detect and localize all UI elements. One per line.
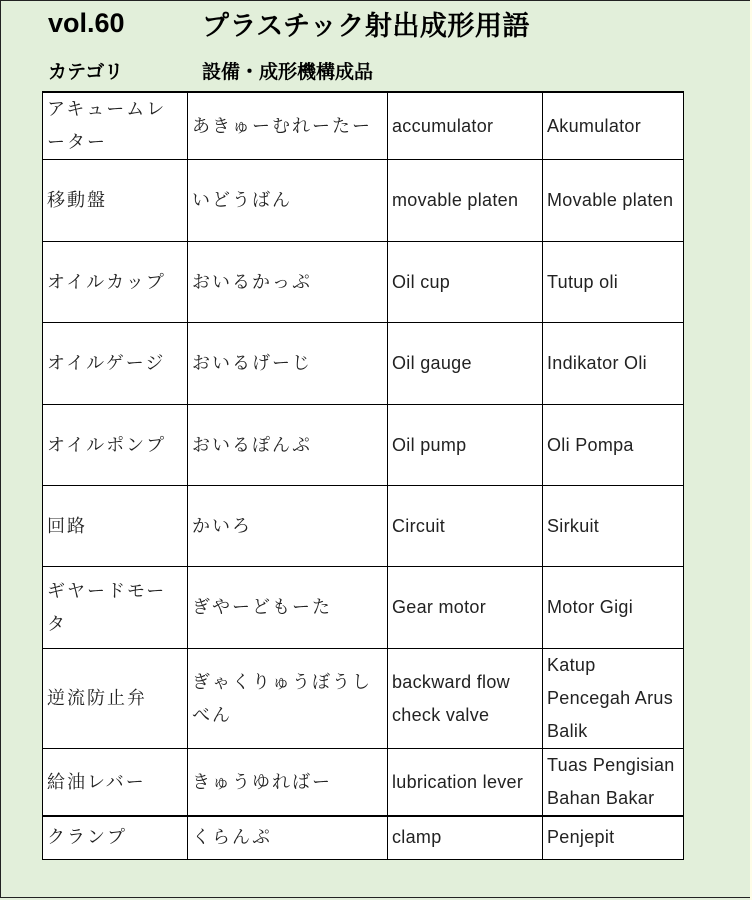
term-japanese: ギヤードモータ	[43, 567, 188, 649]
term-indonesian: Movable platen	[543, 160, 684, 242]
title-row	[48, 4, 530, 42]
table-row	[43, 242, 684, 323]
term-indonesian: Tuas Pengisian Bahan Bakar	[543, 749, 684, 817]
term-english: Circuit	[388, 486, 543, 567]
term-indonesian: Tutup oli	[543, 242, 684, 323]
term-japanese: オイルポンプ	[43, 405, 188, 486]
term-japanese: 給油レバー	[43, 749, 188, 817]
term-indonesian: Oli Pompa	[543, 405, 684, 486]
term-reading: いどうばん	[188, 160, 388, 242]
table-row	[43, 92, 684, 160]
term-english: lubrication lever	[388, 749, 543, 817]
term-english: Gear motor	[388, 567, 543, 649]
term-indonesian: Akumulator	[543, 92, 684, 160]
table-row	[43, 486, 684, 567]
term-reading: おいるかっぷ	[188, 242, 388, 323]
term-reading: おいるげーじ	[188, 323, 388, 405]
table-row	[43, 405, 684, 486]
terms-table	[42, 91, 684, 860]
volume-number: vol.60	[48, 7, 125, 38]
term-reading: ぎやーどもーた	[188, 567, 388, 649]
table-row	[43, 816, 684, 859]
term-reading: かいろ	[188, 486, 388, 567]
term-english: Oil cup	[388, 242, 543, 323]
table-row	[43, 160, 684, 242]
term-japanese: 逆流防止弁	[43, 649, 188, 749]
term-english: movable platen	[388, 160, 543, 242]
term-english: Oil pump	[388, 405, 543, 486]
term-japanese: アキュームレーター	[43, 92, 188, 160]
term-indonesian: Indikator Oli	[543, 323, 684, 405]
term-indonesian: Sirkuit	[543, 486, 684, 567]
term-japanese: オイルカップ	[43, 242, 188, 323]
term-japanese: 回路	[43, 486, 188, 567]
term-reading: くらんぷ	[188, 816, 388, 859]
term-indonesian: Katup Pencegah Arus Balik	[543, 649, 684, 749]
term-indonesian: Motor Gigi	[543, 567, 684, 649]
term-english: clamp	[388, 816, 543, 859]
category-label: カテゴリ	[48, 60, 124, 83]
table-row	[43, 749, 684, 817]
table-row	[43, 567, 684, 649]
table-row	[43, 323, 684, 405]
term-english: accumulator	[388, 92, 543, 160]
page-title: プラスチック射出成形用語	[202, 10, 530, 42]
term-indonesian: Penjepit	[543, 816, 684, 859]
category-row	[48, 56, 373, 84]
term-japanese: オイルゲージ	[43, 323, 188, 405]
term-reading: あきゅーむれーたー	[188, 92, 388, 160]
term-japanese: 移動盤	[43, 160, 188, 242]
term-reading: ぎゃくりゅうぼうしべん	[188, 649, 388, 749]
term-english: Oil gauge	[388, 323, 543, 405]
table-row	[43, 649, 684, 749]
term-reading: きゅうゆればー	[188, 749, 388, 817]
term-reading: おいるぽんぷ	[188, 405, 388, 486]
category-value: 設備・成形機構成品	[202, 60, 374, 83]
term-english: backward flow check valve	[388, 649, 543, 749]
term-japanese: クランプ	[43, 816, 188, 859]
